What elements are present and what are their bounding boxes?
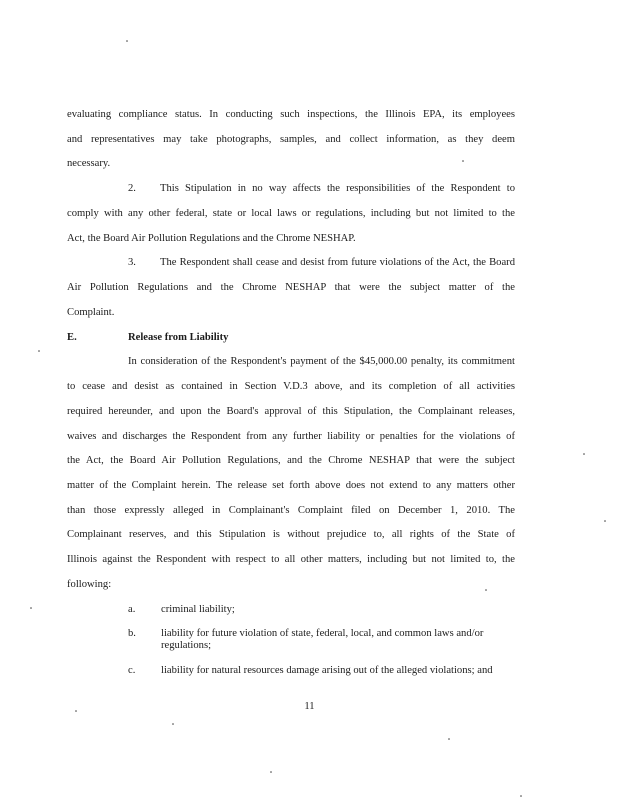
list-item-label: a.: [128, 604, 136, 615]
list-item-text: liability for future violation of state, federal, local, and common laws and/or regulations;: [161, 628, 484, 651]
scan-speck: [448, 738, 450, 740]
text-line: matter of the Complaint herein. The release set forth above does not extend to any matters other: [67, 480, 515, 491]
scan-speck: [30, 607, 32, 609]
text-line: Illinois against the Respondent with respect to all other matters, including but not limited to, the: [67, 554, 515, 565]
text-line: evaluating compliance status. In conducting such inspections, the Illinois EPA, its employees: [67, 109, 515, 120]
scan-speck: [462, 160, 464, 162]
text-line: the Act, the Board Air Pollution Regulations, and the Chrome NESHAP that were the subject: [67, 455, 515, 466]
text-line: The Respondent shall cease and desist from future violations of the Act, the Board: [160, 257, 515, 268]
text-line: than those expressly alleged in Complainant's Complaint filed on December 1, 2010. The: [67, 505, 515, 516]
scan-speck: [520, 795, 522, 797]
text-line: required hereunder, and upon the Board's approval of this Stipulation, the Complainant releases,: [67, 406, 515, 417]
text-line: Air Pollution Regulations and the Chrome NESHAP that were the subject matter of the: [67, 282, 515, 293]
text-line: necessary.: [67, 158, 111, 169]
section-letter: E.: [67, 332, 77, 343]
section-title: Release from Liability: [128, 332, 229, 343]
text-line: Complainant reserves, and this Stipulation is without prejudice to, all rights of the State of: [67, 529, 515, 540]
scan-speck: [126, 40, 128, 42]
paragraph-number: 3.: [128, 257, 136, 268]
text-line: In consideration of the Respondent's payment of the $45,000.00 penalty, its commitment: [128, 356, 515, 367]
scan-speck: [583, 453, 585, 455]
paragraph-number: 2.: [128, 183, 136, 194]
list-item-text: liability for natural resources damage arising out of the alleged violations; and: [161, 665, 493, 676]
scan-speck: [604, 520, 606, 522]
text-line: This Stipulation in no way affects the responsibilities of the Respondent to: [160, 183, 515, 194]
scan-speck: [172, 723, 174, 725]
scan-speck: [485, 589, 487, 591]
page-number: 11: [304, 701, 315, 712]
text-line: Act, the Board Air Pollution Regulations and the Chrome NESHAP.: [67, 233, 356, 244]
scan-speck: [38, 350, 40, 352]
text-line: following:: [67, 579, 112, 590]
scan-speck: [75, 710, 77, 712]
scan-speck: [270, 771, 272, 773]
list-item-label: b.: [128, 628, 136, 639]
list-item-label: c.: [128, 665, 136, 676]
text-line: comply with any other federal, state or local laws or regulations, including but not limited to the: [67, 208, 515, 219]
text-line: to cease and desist as contained in Section V.D.3 above, and its completion of all activities: [67, 381, 515, 392]
list-item-text: criminal liability;: [161, 604, 235, 615]
text-line: Complaint.: [67, 307, 115, 318]
text-line: waives and discharges the Respondent from any further liability or penalties for the violations of: [67, 431, 515, 442]
text-line: and representatives may take photographs, samples, and collect information, as they deem: [67, 134, 515, 145]
